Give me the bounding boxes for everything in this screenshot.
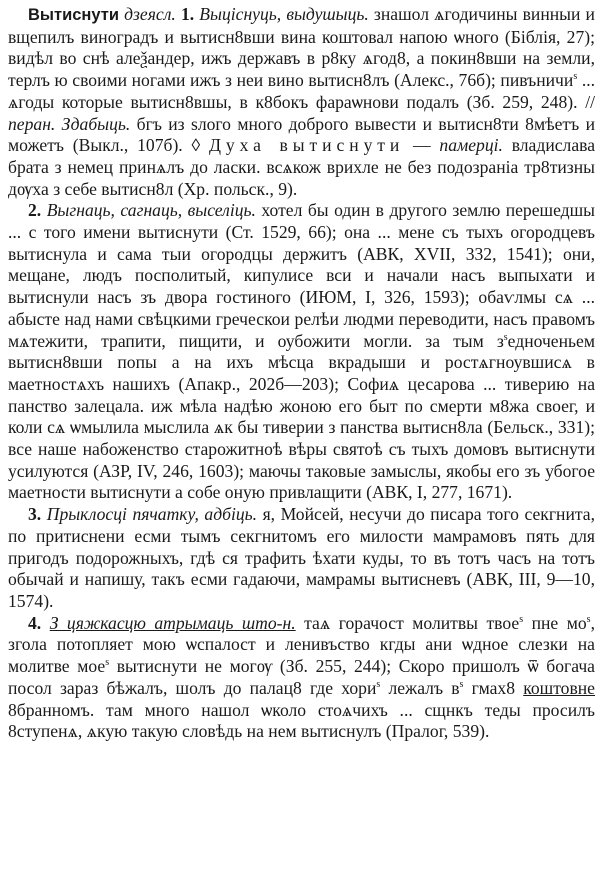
entry-text: я, Мойсей, несучи до писара того секгнита, по притиснени есми тымъ секгнитомъ его милости мамрамовъ пять для пригодъ подорожныхъ, гдѣ ся трафить ѣхати куды, то въ тотъ часъ на тотъ обычай и напишу, такъ есми гадаючи, мамрамы вытисневъ (АВК, III, 9—10, 1574). [8,504,595,611]
entry-text: таѧ горачост молитвы твое [295,612,520,633]
entry-text: знашол ѧгодичины винныи и вщепилъ виноградъ и вытисн8вши вина коштовал напою ѡного (Біблія, 27); видѣл во снѣ алеѯандер, ижъ державъ в р8ку ѧгод8, а покин8вши на земли, терлъ ю своими ногами ижъ з неи вино вытисн8лъ (Алекс., 76б); пивъничи [8,4,595,91]
entry-text: лежалъ в [380,677,460,698]
entry-sense-2 [8,200,595,504]
gloss-text: дзеясл. [124,4,176,24]
entry-sense-3 [8,504,595,613]
phrase-text: Духа вытиснути [208,135,405,156]
superscript-mark: ѕ [573,71,578,83]
entry-text: владислава брата з немец принѧлъ до ласки. всѧкож врихле не без подозраніа тр8тизны дѹха з себе вытисн8л (Хр. польск., 9). [8,135,596,199]
gloss-text: Прыклосці пячатку, адбіць. [46,504,258,525]
entry-text: хотел бы один в другого землю перешедшы ... с того имени вытиснути (Ст. 1529, 66); она ... мене съ тыхъ огородцевъ вытиснула и сама тыи огородцы держитъ (АВК, XVII, 332, 1541); они, мещане, людъ посполитый, кипулисе вси и начали насъ выпыхати и вытиснули насъ зъ двора гостиного (ИЮМ, I, 326, 1593); обаѵлмы сѧ ... абысте над нами свѣцкими греческои релѣи людми переводити, насъ правомъ мѧтежити, трапити, пищити, и оубожити могли. за тым з [8,200,595,351]
entry-text: , зголa потопляет мою ѡспалост и ленивъство кгды ани ѡдное слезки на молитве мое [8,612,595,677]
entry-text: бгъ из ѕлого много доброго вывести и вытисн8ти 8мѣетъ и можетъ (Выкл., 107б). ◊ [8,113,595,156]
entry-text: — [404,135,440,156]
sense-number: 1. [180,4,195,24]
sense-number: 3. [28,504,42,525]
superscript-mark: ѕ [459,678,464,690]
entry-text: гмах8 [463,677,524,698]
entry-text: вытиснути не могѹ (Зб. 255, 244); Скоро пришолъ ѿ богача посол зараз бѣжалъ, шолъ до палац8 где хори [8,656,595,698]
superscript-mark: ѕ [586,613,591,625]
entry-sense-1 [8,4,595,200]
entry-sense-4 [8,613,595,743]
gloss-text: З цяжкасцю атрымаць што-н. [49,612,296,633]
entry-text: 8бранномъ. там много нашол ѡколо стоѧчихъ ... сщнкъ теды просилъ 8ступенѧ, ѧкую такую словѣдь на нем вытиснулъ (Пралог, 539). [8,699,595,742]
headword: Вытиснути [28,6,119,24]
entry-text: пне мо [523,612,587,633]
entry-text: ... ѧгоды которые вытисн8вшы, в к8бокъ фараѡнови подалъ (Зб. 259, 248). // [8,70,596,112]
superscript-mark: ѕ [376,678,381,690]
gloss-text: Выціснуць, выдушыць. [199,4,369,24]
superscript-mark: ѕ [503,331,508,343]
superscript-mark: ѕ [519,613,524,625]
gloss-text: Выгнаць, сагнаць, выселіць. [46,200,256,221]
sense-number: 4. [28,612,42,633]
sense-number: 2. [28,200,42,221]
gloss-text: памерці. [439,135,503,156]
entry-text: едноченьем вытисн8вши попы а на ихъ мѣсца вкрадыши и ростѧгноувшисѧ в маетностѧхъ нашихъ (Апакр., 202б—203); Софиѧ цесарова ... тиверию на панство залецала. иж мѣла надѣю жоною его быт по смерти м8жа своег, и коли сѧ ѡмылила мыслила ѧк бы тиверии з панства вытисн8ла (Бельск., 331); все наше набоженство старожитноѣ вѣры святоѣ съ тыхъ домовъ вытиснути усилуются (АЗР, IV, 246, 1603); маючы таковые замыслы, якобы его зъ убогое маетности вытиснути а собе оную привлащити (АВК, I, 277, 1671). [8,330,595,503]
entry-text [41,613,50,633]
gloss-text: перан. Здабыць. [8,113,131,134]
superscript-mark: ѕ [105,657,110,669]
underlined-text: коштовне [523,677,595,698]
